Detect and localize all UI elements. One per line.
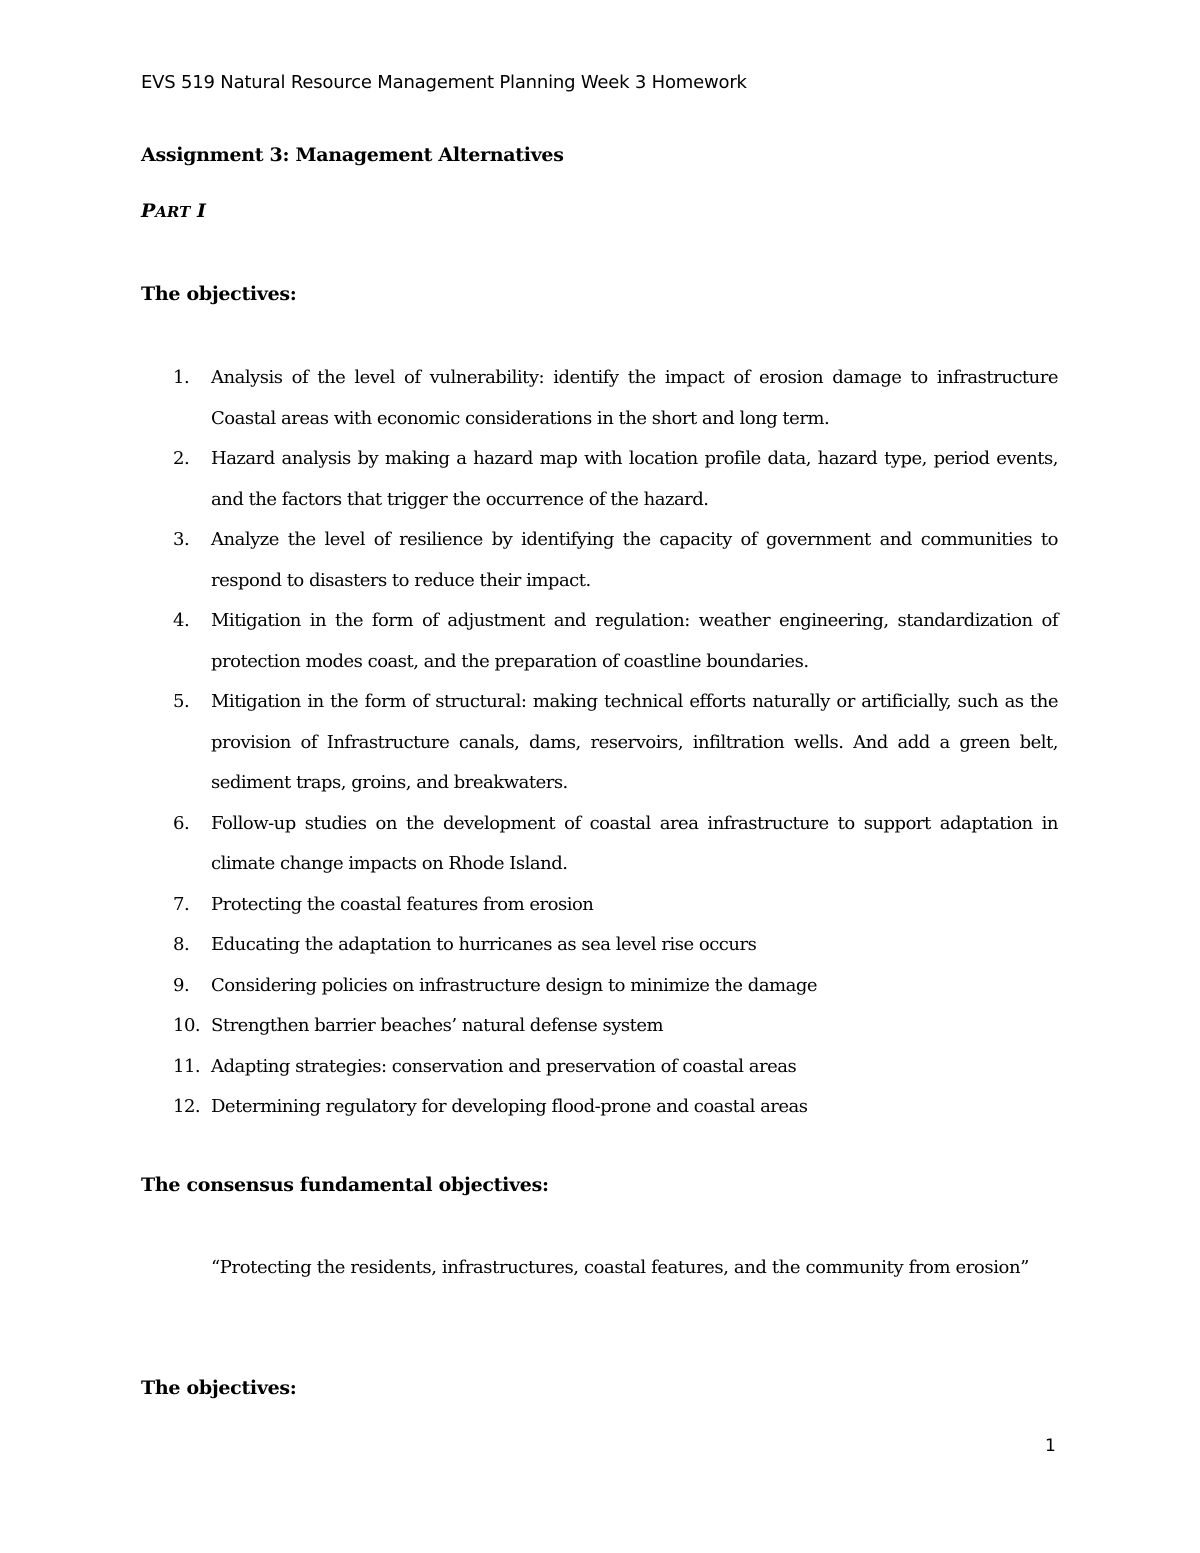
list-item-text: Hazard analysis by making a hazard map with location profile data, hazard type, period events, and the factors that trigger the occurrence of the hazard. — [211, 448, 1058, 510]
list-item-number: 3. — [173, 529, 190, 550]
list-item — [141, 520, 1058, 601]
part-first-letter: P — [141, 200, 156, 222]
list-item-text: Analysis of the level of vulnerability: identify the impact of erosion damage to infrastructure Coastal areas with economic considerations in the short and long term. — [211, 367, 1058, 429]
objectives-heading: The objectives: — [141, 283, 297, 305]
list-item — [141, 885, 1058, 926]
list-item-number: 9. — [173, 974, 190, 996]
list-item-number: 7. — [173, 893, 190, 915]
list-item-text: Determining regulatory for developing flood-prone and coastal areas — [211, 1096, 808, 1117]
list-item-number: 6. — [173, 812, 190, 834]
list-item — [141, 1047, 1058, 1088]
part-label — [141, 200, 206, 222]
part-numeral: I — [196, 200, 206, 222]
list-item-text: Follow-up studies on the development of coastal area infrastructure to support adaptation in climate change impacts on Rhode Island. — [211, 812, 1058, 874]
list-item — [141, 358, 1058, 439]
assignment-title: Assignment 3: Management Alternatives — [141, 144, 564, 166]
list-item-text: Adapting strategies: conservation and preservation of coastal areas — [211, 1055, 797, 1077]
list-item — [141, 925, 1058, 966]
list-item-text: Considering policies on infrastructure design to minimize the damage — [211, 974, 818, 996]
list-item — [141, 966, 1058, 1007]
list-item — [141, 1087, 1058, 1128]
list-item-text: Protecting the coastal features from erosion — [211, 893, 594, 915]
list-item-number: 10. — [173, 1015, 201, 1036]
list-item — [141, 804, 1058, 885]
list-item-number: 8. — [173, 934, 190, 955]
running-header: EVS 519 Natural Resource Management Planning Week 3 Homework — [141, 72, 747, 93]
list-item-number: 11. — [173, 1055, 201, 1077]
list-item — [141, 439, 1058, 520]
list-item-text: Educating the adaptation to hurricanes as sea level rise occurs — [211, 934, 757, 955]
list-item-text: Strengthen barrier beaches’ natural defense system — [211, 1015, 664, 1036]
list-item-text: Mitigation in the form of adjustment and regulation: weather engineering, standardization of protection modes coast, and the preparation of coastline boundaries. — [211, 610, 1058, 672]
page-number: 1 — [1045, 1436, 1056, 1456]
list-item-number: 2. — [173, 448, 190, 469]
list-item — [141, 601, 1058, 682]
objectives-heading-second: The objectives: — [141, 1377, 297, 1399]
list-item-number: 1. — [173, 367, 190, 388]
list-item-number: 12. — [173, 1096, 201, 1117]
part-small-caps: ART — [155, 203, 191, 221]
list-item — [141, 1006, 1058, 1047]
consensus-quote: “Protecting the residents, infrastructures, coastal features, and the community from erosion” — [211, 1257, 1029, 1278]
list-item-text: Mitigation in the form of structural: making technical efforts naturally or artificially, such as the provision of Infrastructure canals, dams, reservoirs, infiltration wells. And add a green belt, sediment traps, groins, and breakwaters. — [211, 691, 1058, 793]
objectives-list — [141, 358, 1058, 1128]
list-item — [141, 682, 1058, 804]
consensus-heading: The consensus fundamental objectives: — [141, 1174, 549, 1196]
list-item-number: 4. — [173, 610, 190, 631]
list-item-number: 5. — [173, 691, 190, 712]
list-item-text: Analyze the level of resilience by identifying the capacity of government and communities to respond to disasters to reduce their impact. — [211, 529, 1058, 591]
